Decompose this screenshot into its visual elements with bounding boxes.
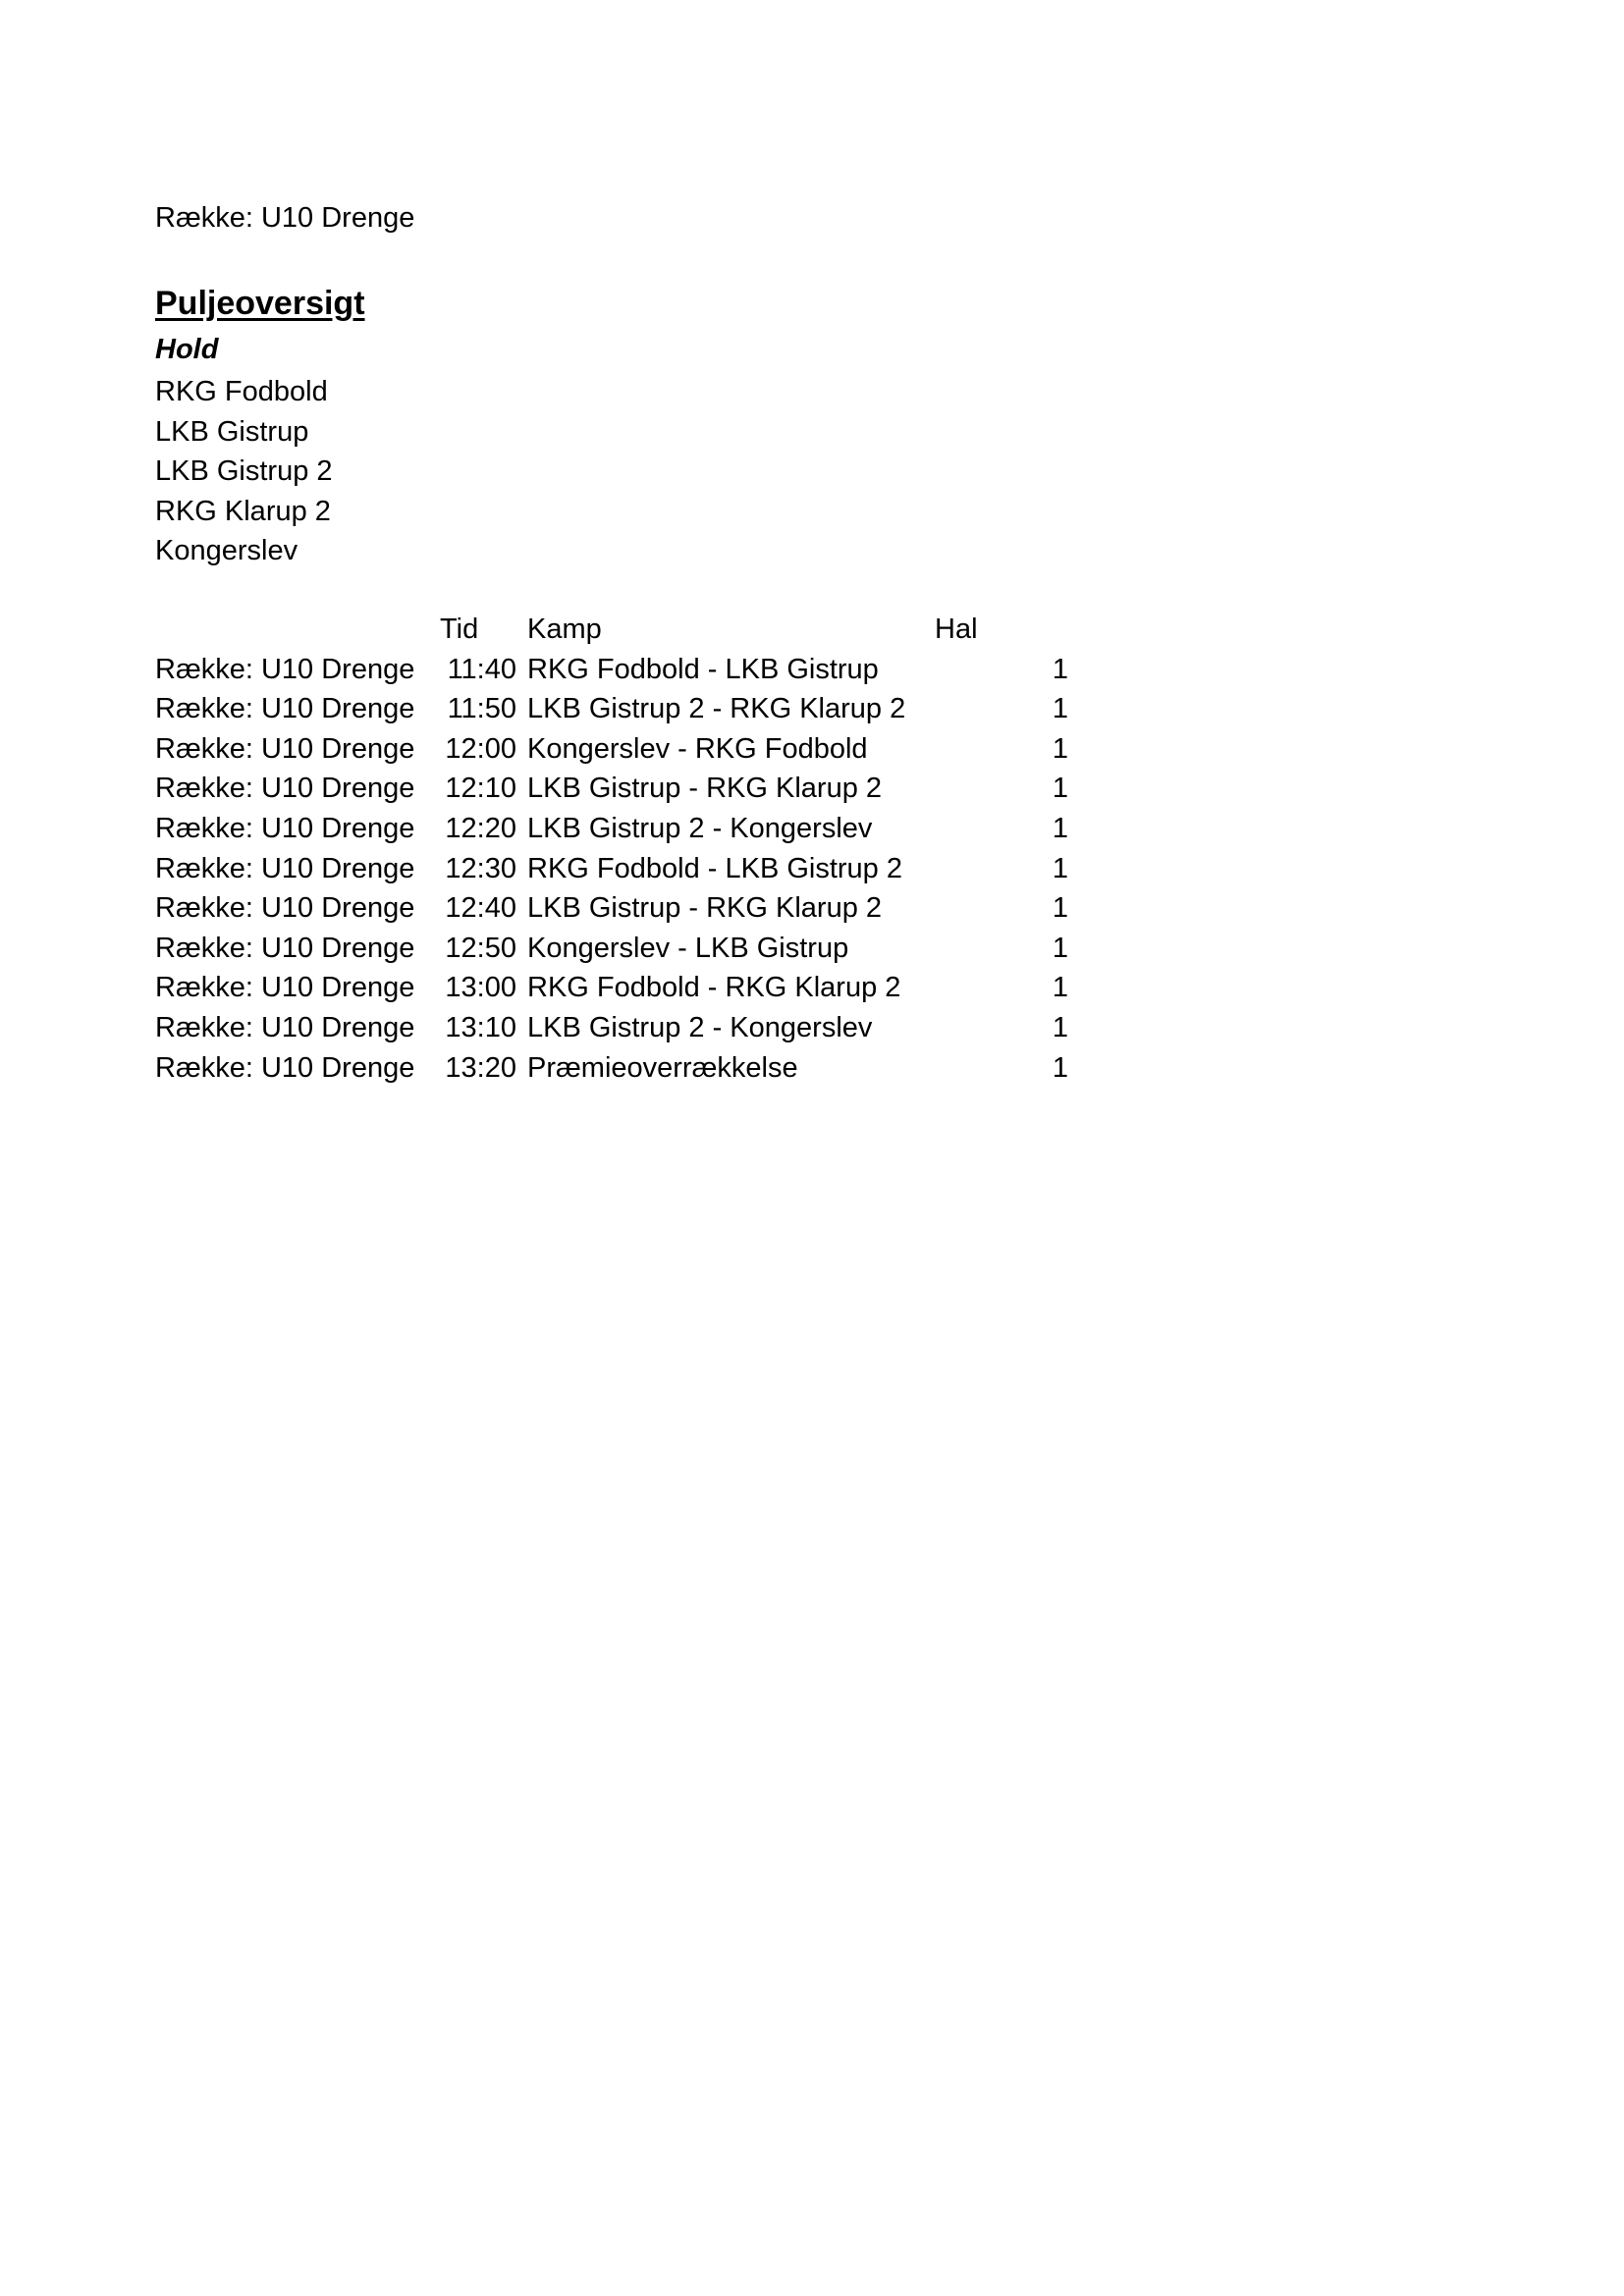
header-hall: Hal xyxy=(935,614,978,645)
row-match: RKG Fodbold - LKB Gistrup 2 xyxy=(527,852,902,884)
table-row xyxy=(155,652,1068,692)
teams-list xyxy=(155,372,333,571)
row-time: 13:00 xyxy=(445,972,516,1004)
row-time: 12:20 xyxy=(445,812,516,844)
row-match: Kongerslev - LKB Gistrup xyxy=(527,932,849,964)
table-row xyxy=(155,691,1068,731)
row-time: 12:30 xyxy=(445,852,516,884)
row-hall: 1 xyxy=(1052,693,1068,725)
table-row xyxy=(155,890,1068,931)
row-series: Række: U10 Drenge xyxy=(155,653,415,685)
series-label: Række: U10 Drenge xyxy=(155,202,415,234)
row-time: 12:50 xyxy=(445,932,516,964)
row-match: Præmieoverrækkelse xyxy=(527,1051,798,1084)
team-item: RKG Fodbold xyxy=(155,376,328,407)
team-item: LKB Gistrup 2 xyxy=(155,455,333,488)
row-match: LKB Gistrup 2 - RKG Klarup 2 xyxy=(527,693,906,725)
row-series: Række: U10 Drenge xyxy=(155,1051,415,1084)
row-series: Række: U10 Drenge xyxy=(155,1011,415,1043)
row-match: Kongerslev - RKG Fodbold xyxy=(527,732,868,765)
row-time: 13:10 xyxy=(445,1011,516,1043)
row-series: Række: U10 Drenge xyxy=(155,812,415,844)
row-time: 13:20 xyxy=(445,1051,516,1084)
row-hall: 1 xyxy=(1052,812,1068,844)
table-row xyxy=(155,811,1068,851)
table-row xyxy=(155,1010,1068,1050)
row-series: Række: U10 Drenge xyxy=(155,773,415,805)
row-hall: 1 xyxy=(1052,1051,1068,1084)
team-item: Kongerslev xyxy=(155,535,298,567)
row-match: LKB Gistrup 2 - Kongerslev xyxy=(527,812,873,844)
table-row xyxy=(155,970,1068,1010)
row-series: Række: U10 Drenge xyxy=(155,972,415,1004)
row-time: 11:50 xyxy=(447,693,516,725)
table-row xyxy=(155,731,1068,772)
team-item: RKG Klarup 2 xyxy=(155,495,331,527)
row-time: 12:10 xyxy=(445,773,516,805)
row-series: Række: U10 Drenge xyxy=(155,932,415,964)
table-row xyxy=(155,771,1068,811)
row-time: 12:00 xyxy=(445,732,516,765)
row-time: 11:40 xyxy=(447,653,516,685)
row-series: Række: U10 Drenge xyxy=(155,852,415,884)
row-time: 12:40 xyxy=(445,892,516,925)
row-series: Række: U10 Drenge xyxy=(155,892,415,925)
schedule-header-row xyxy=(155,612,1068,652)
row-series: Række: U10 Drenge xyxy=(155,693,415,725)
schedule-rows xyxy=(155,652,1068,1091)
row-hall: 1 xyxy=(1052,732,1068,765)
table-row xyxy=(155,1050,1068,1091)
row-hall: 1 xyxy=(1052,1011,1068,1043)
row-match: RKG Fodbold - LKB Gistrup xyxy=(527,653,879,685)
row-hall: 1 xyxy=(1052,972,1068,1004)
header-match: Kamp xyxy=(527,614,602,645)
header-time: Tid xyxy=(440,614,479,645)
match-schedule xyxy=(155,612,1068,1090)
row-hall: 1 xyxy=(1052,653,1068,685)
teams-heading: Hold xyxy=(155,334,219,365)
table-row xyxy=(155,931,1068,971)
team-item: LKB Gistrup xyxy=(155,415,309,448)
table-row xyxy=(155,851,1068,891)
row-series: Række: U10 Drenge xyxy=(155,732,415,765)
row-hall: 1 xyxy=(1052,932,1068,964)
row-match: RKG Fodbold - RKG Klarup 2 xyxy=(527,972,901,1004)
row-hall: 1 xyxy=(1052,892,1068,925)
row-hall: 1 xyxy=(1052,852,1068,884)
section-heading: Puljeoversigt xyxy=(155,285,365,322)
row-hall: 1 xyxy=(1052,773,1068,805)
row-match: LKB Gistrup 2 - Kongerslev xyxy=(527,1011,873,1043)
row-match: LKB Gistrup - RKG Klarup 2 xyxy=(527,892,883,925)
row-match: LKB Gistrup - RKG Klarup 2 xyxy=(527,773,883,805)
